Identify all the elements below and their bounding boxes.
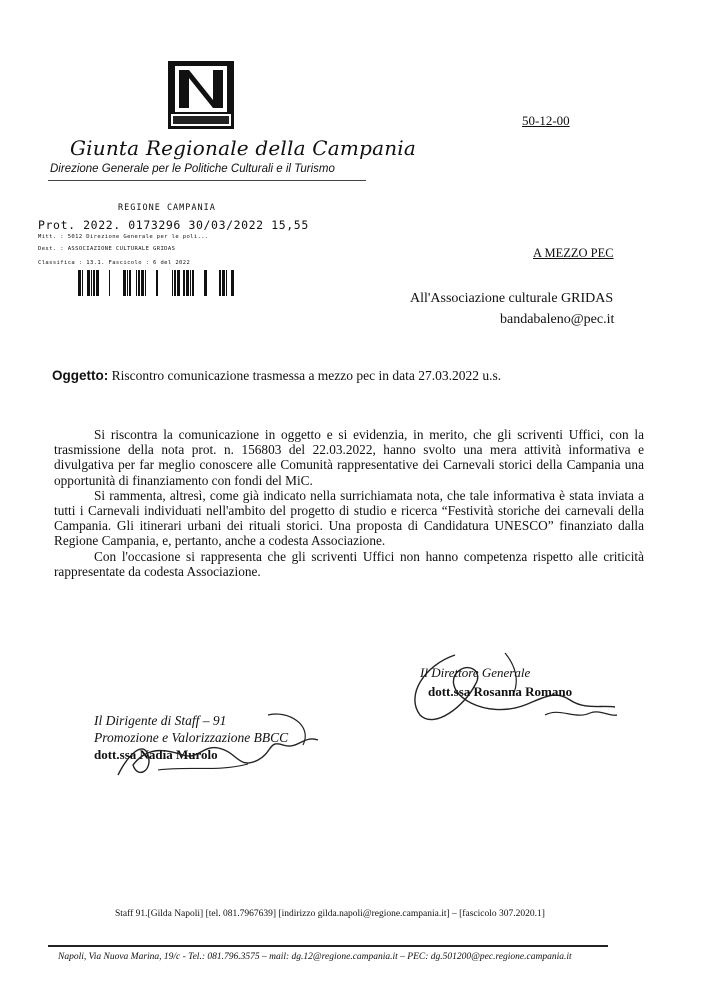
regione-campania-logo (167, 60, 235, 130)
barcode-bar (156, 270, 158, 296)
barcode-bar (183, 270, 185, 296)
stamp-region: REGIONE CAMPANIA (118, 203, 216, 213)
subject-text: Riscontro comunicazione trasmessa a mezzo pec in data 27.03.2022 u.s. (111, 368, 502, 383)
recipient-name: All'Associazione culturale GRIDAS (410, 291, 614, 306)
barcode-bar (138, 270, 140, 296)
barcode-bar (231, 270, 234, 296)
barcode-bar (87, 270, 90, 296)
protocol-barcode (78, 270, 234, 296)
staff-director-handwritten-signature (88, 700, 328, 785)
barcode-bar (174, 270, 176, 296)
footer-divider (48, 945, 608, 947)
barcode-bar (109, 270, 110, 296)
staff-contact-line: Staff 91.[Gilda Napoli] [tel. 081.7967639] [indirizzo gilda.napoli@regione.campania.it] – [fascicolo 307.2020.1] (115, 909, 545, 919)
stamp-dest: Dest. : ASSOCIAZIONE CULTURALE GRIDAS (38, 246, 176, 252)
delivery-method: A MEZZO PEC (533, 246, 614, 260)
barcode-bar (219, 270, 221, 296)
director-title: Il Direttore Generale (420, 665, 531, 680)
barcode-bar (226, 270, 227, 296)
barcode-bar (127, 270, 128, 296)
barcode-bar (96, 270, 99, 296)
barcode-bar (136, 270, 137, 296)
body-paragraph: Con l'occasione si rappresenta che gli scriventi Uffici non hanno competenza rispetto alle criticità rappresentate da codesta Associazione. (54, 548, 644, 579)
stamp-classifica: Classifica : 13.1. Fascicolo : 6 del 2022 (38, 260, 191, 266)
barcode-bar (141, 270, 144, 296)
barcode-bar (177, 270, 180, 296)
department-name: Direzione Generale per le Politiche Culturali e il Turismo (50, 163, 335, 175)
staff-director-title: Il Dirigente di Staff – 91 (94, 713, 227, 728)
reference-code: 50-12-00 (522, 113, 570, 128)
subject-label: Oggetto: (52, 368, 109, 383)
footer-address: Napoli, Via Nuova Marina, 19/c - Tel.: 081.796.3575 – mail: dg.12@regione.campania.it – PEC: dg.501200@pec.regione.campania.it (58, 952, 572, 962)
institution-name: Giunta Regionale della Campania (70, 136, 417, 160)
stamp-mitt: Mitt. : 5012 Direzione Generale per le poli... (38, 234, 209, 240)
barcode-bar (78, 270, 81, 296)
staff-director-role: Promozione e Valorizzazione BBCC (94, 730, 289, 745)
barcode-bar (82, 270, 83, 296)
staff-director-name: dott.ssa Nadia Murolo (94, 747, 218, 762)
barcode-bar (93, 270, 95, 296)
stamp-protocol: Prot. 2022. 0173296 30/03/2022 15,55 (38, 218, 309, 232)
barcode-bar (186, 270, 189, 296)
letter-body (54, 427, 644, 579)
barcode-bar (172, 270, 173, 296)
barcode-bar (192, 270, 194, 296)
barcode-bar (204, 270, 207, 296)
body-paragraph: Si riscontra la comunicazione in oggetto e si evidenzia, in merito, che gli scriventi Uffici, con la trasmissione della nota prot. n. 156803 del 22.03.2022, hanno svolto una mera attività informativa e divulgativa per far meglio conoscere alle Comunità rappresentative dei Carnevali storici della Campania una opportunità di finanziamento con fondi del MiC. (54, 427, 644, 488)
barcode-bar (91, 270, 92, 296)
barcode-bar (123, 270, 126, 296)
recipient-pec: bandabaleno@pec.it (500, 312, 615, 327)
barcode-bar (222, 270, 225, 296)
director-name: dott.ssa Rosanna Romano (428, 684, 573, 699)
barcode-bar (190, 270, 191, 296)
barcode-bar (145, 270, 146, 296)
subject-line (52, 368, 501, 384)
barcode-bar (129, 270, 131, 296)
body-paragraph: Si rammenta, altresì, come già indicato nella surrichiamata nota, che tale informativa è stata inviata a tutti i Carnevali individuati nell'ambito del progetto di studio e ricerca “Festività storiche dei carnevali della Campania. Gli itinerari urbani dei rituali storici. Una proposta di Candidatura UNESCO” finanziato dalla Regione Campania, e, pertanto, anche a codesta Associazione. (54, 487, 644, 549)
header-divider (48, 180, 366, 181)
